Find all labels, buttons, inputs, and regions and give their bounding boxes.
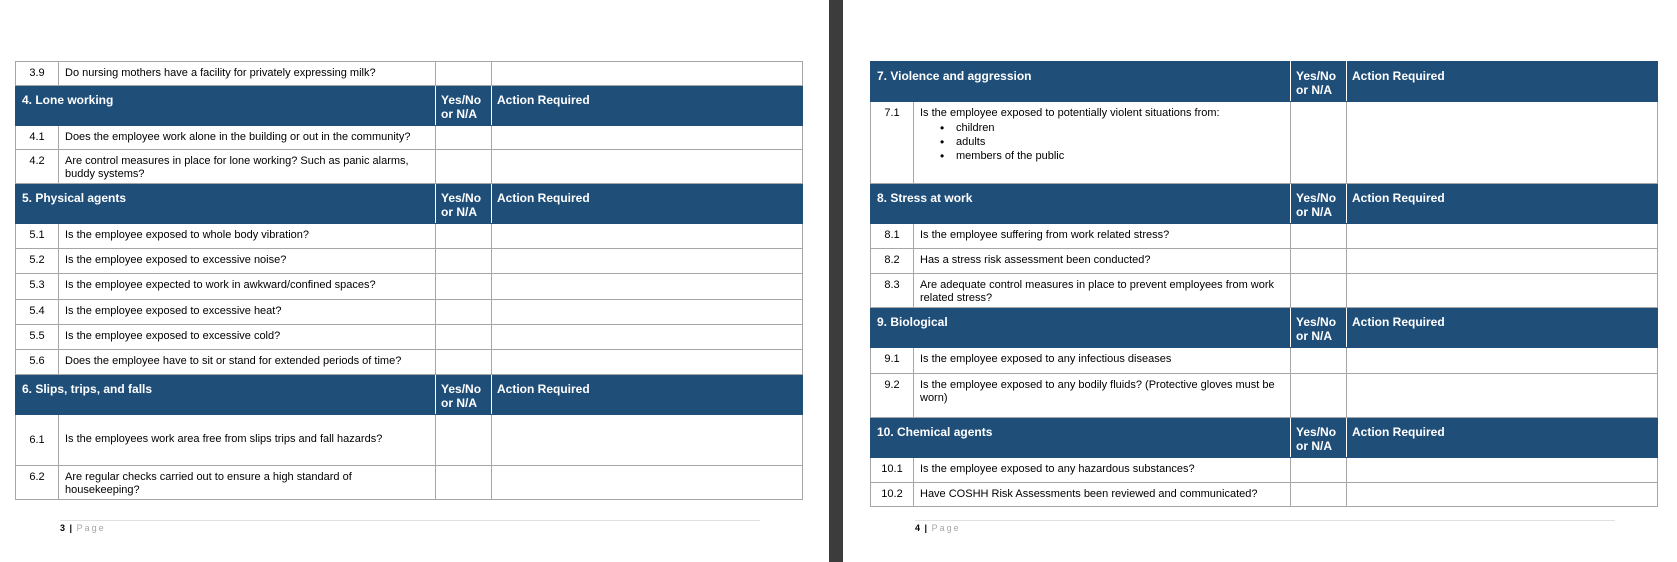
item-question: Are regular checks carried out to ensure a high standard of housekeeping?	[59, 466, 436, 500]
table-row	[16, 249, 803, 274]
item-number: 10.2	[871, 483, 914, 507]
item-number: 9.1	[871, 348, 914, 374]
table-row	[871, 348, 1658, 374]
page-footer	[60, 523, 106, 533]
action-required-cell[interactable]	[492, 249, 803, 274]
page-gutter	[829, 0, 843, 562]
item-question: Is the employee exposed to potentially violent situations from:	[920, 107, 1220, 119]
action-required-cell[interactable]	[1347, 102, 1658, 184]
yes-no-cell[interactable]	[436, 300, 492, 325]
action-required-heading: Action Required	[1347, 62, 1658, 102]
yes-no-heading: Yes/No or N/A	[436, 86, 492, 126]
yes-no-cell[interactable]	[1291, 458, 1347, 483]
section-title: 7. Violence and aggression	[871, 62, 1291, 102]
action-required-cell[interactable]	[1347, 224, 1658, 249]
list-item: • members of the public	[956, 149, 1284, 163]
yes-no-cell[interactable]	[436, 325, 492, 350]
action-required-cell[interactable]	[1347, 249, 1658, 274]
yes-no-heading: Yes/No or N/A	[436, 184, 492, 224]
action-required-cell[interactable]	[1347, 483, 1658, 507]
action-required-heading: Action Required	[1347, 308, 1658, 348]
page-label: Page	[931, 523, 961, 533]
section-title: 8. Stress at work	[871, 184, 1291, 224]
page-3	[0, 0, 829, 562]
yes-no-cell[interactable]	[436, 150, 492, 184]
table-row	[16, 350, 803, 375]
yes-no-cell[interactable]	[436, 224, 492, 249]
yes-no-cell[interactable]	[436, 350, 492, 375]
yes-no-heading: Yes/No or N/A	[1291, 184, 1347, 224]
footer-separator: |	[924, 523, 928, 533]
item-question: Is the employee exposed to excessive noise?	[59, 249, 436, 274]
item-question: Has a stress risk assessment been conducted?	[914, 249, 1291, 274]
table-row	[871, 374, 1658, 418]
item-number: 8.3	[871, 274, 914, 308]
action-required-cell[interactable]	[1347, 458, 1658, 483]
item-number: 5.6	[16, 350, 59, 375]
item-question: Is the employee exposed to whole body vibration?	[59, 224, 436, 249]
table-row	[871, 274, 1658, 308]
item-number: 5.5	[16, 325, 59, 350]
yes-no-cell[interactable]	[436, 249, 492, 274]
yes-no-cell[interactable]	[1291, 102, 1347, 184]
list-item: • children	[956, 121, 1284, 135]
yes-no-cell[interactable]	[436, 126, 492, 150]
item-question: Are adequate control measures in place to prevent employees from work related stress?	[914, 274, 1291, 308]
table-row	[871, 102, 1658, 184]
table-row	[16, 126, 803, 150]
footer-divider	[60, 520, 760, 521]
item-question: Is the employee expected to work in awkward/confined spaces?	[59, 274, 436, 300]
item-number: 5.4	[16, 300, 59, 325]
section-header	[16, 375, 803, 415]
section-header	[871, 184, 1658, 224]
action-required-cell[interactable]	[1347, 374, 1658, 418]
item-question: Do nursing mothers have a facility for privately expressing milk?	[59, 62, 436, 86]
action-required-cell[interactable]	[492, 150, 803, 184]
item-number: 5.3	[16, 274, 59, 300]
item-question: Have COSHH Risk Assessments been reviewed and communicated?	[914, 483, 1291, 507]
action-required-cell[interactable]	[492, 350, 803, 375]
yes-no-cell[interactable]	[1291, 249, 1347, 274]
table-row	[871, 249, 1658, 274]
page-label: Page	[76, 523, 106, 533]
item-question-cell	[914, 102, 1291, 184]
section-header	[871, 418, 1658, 458]
yes-no-cell[interactable]	[1291, 224, 1347, 249]
bullet-list	[920, 121, 1284, 163]
action-required-cell[interactable]	[492, 274, 803, 300]
action-required-heading: Action Required	[492, 375, 803, 415]
action-required-heading: Action Required	[492, 86, 803, 126]
section-header	[16, 86, 803, 126]
section-title: 4. Lone working	[16, 86, 436, 126]
action-required-cell[interactable]	[492, 415, 803, 466]
yes-no-heading: Yes/No or N/A	[436, 375, 492, 415]
list-item: • adults	[956, 135, 1284, 149]
yes-no-cell[interactable]	[436, 415, 492, 466]
section-title: 5. Physical agents	[16, 184, 436, 224]
item-number: 4.1	[16, 126, 59, 150]
item-number: 6.1	[16, 415, 59, 466]
section-header	[871, 62, 1658, 102]
yes-no-heading: Yes/No or N/A	[1291, 308, 1347, 348]
section-title: 10. Chemical agents	[871, 418, 1291, 458]
item-number: 5.1	[16, 224, 59, 249]
item-question: Does the employee have to sit or stand for extended periods of time?	[59, 350, 436, 375]
yes-no-heading: Yes/No or N/A	[1291, 62, 1347, 102]
yes-no-cell[interactable]	[436, 466, 492, 500]
yes-no-cell[interactable]	[1291, 483, 1347, 507]
page-number: 4	[915, 523, 921, 533]
item-number: 6.2	[16, 466, 59, 500]
yes-no-cell[interactable]	[1291, 348, 1347, 374]
table-row	[16, 300, 803, 325]
item-number: 10.1	[871, 458, 914, 483]
item-number: 7.1	[871, 102, 914, 184]
action-required-cell[interactable]	[492, 224, 803, 249]
section-header	[16, 184, 803, 224]
item-question: Is the employee exposed to any hazardous substances?	[914, 458, 1291, 483]
action-required-cell[interactable]	[492, 466, 803, 500]
page-number: 3	[60, 523, 66, 533]
yes-no-cell[interactable]	[1291, 374, 1347, 418]
table-row	[16, 274, 803, 300]
risk-checklist-table	[870, 61, 1658, 507]
table-row	[16, 224, 803, 249]
table-row	[871, 224, 1658, 249]
item-number: 8.1	[871, 224, 914, 249]
yes-no-cell[interactable]	[436, 62, 492, 86]
table-row	[871, 483, 1658, 507]
action-required-cell[interactable]	[1347, 274, 1658, 308]
action-required-cell[interactable]	[1347, 348, 1658, 374]
item-question: Is the employees work area free from slips trips and fall hazards?	[59, 415, 436, 466]
footer-divider	[915, 520, 1615, 521]
item-question: Is the employee exposed to any infectious diseases	[914, 348, 1291, 374]
action-required-cell[interactable]	[492, 62, 803, 86]
item-question: Are control measures in place for lone working? Such as panic alarms, buddy systems?	[59, 150, 436, 184]
item-number: 3.9	[16, 62, 59, 86]
yes-no-cell[interactable]	[1291, 274, 1347, 308]
table-row	[16, 415, 803, 466]
item-number: 8.2	[871, 249, 914, 274]
section-title: 6. Slips, trips, and falls	[16, 375, 436, 415]
risk-checklist-table	[15, 61, 803, 500]
yes-no-cell[interactable]	[436, 274, 492, 300]
action-required-heading: Action Required	[1347, 184, 1658, 224]
item-number: 4.2	[16, 150, 59, 184]
section-header	[871, 308, 1658, 348]
action-required-cell[interactable]	[492, 126, 803, 150]
table-row	[16, 150, 803, 184]
yes-no-heading: Yes/No or N/A	[1291, 418, 1347, 458]
action-required-cell[interactable]	[492, 300, 803, 325]
section-title: 9. Biological	[871, 308, 1291, 348]
page-4	[843, 0, 1677, 562]
item-number: 5.2	[16, 249, 59, 274]
footer-separator: |	[69, 523, 73, 533]
table-row	[871, 458, 1658, 483]
item-question: Does the employee work alone in the building or out in the community?	[59, 126, 436, 150]
item-question: Is the employee suffering from work related stress?	[914, 224, 1291, 249]
item-question: Is the employee exposed to excessive heat?	[59, 300, 436, 325]
action-required-heading: Action Required	[1347, 418, 1658, 458]
table-row	[16, 325, 803, 350]
table-row	[16, 466, 803, 500]
item-question: Is the employee exposed to excessive cold?	[59, 325, 436, 350]
item-question: Is the employee exposed to any bodily fluids? (Protective gloves must be worn)	[914, 374, 1291, 418]
item-number: 9.2	[871, 374, 914, 418]
page-footer	[915, 523, 961, 533]
action-required-cell[interactable]	[492, 325, 803, 350]
action-required-heading: Action Required	[492, 184, 803, 224]
table-row	[16, 62, 803, 86]
